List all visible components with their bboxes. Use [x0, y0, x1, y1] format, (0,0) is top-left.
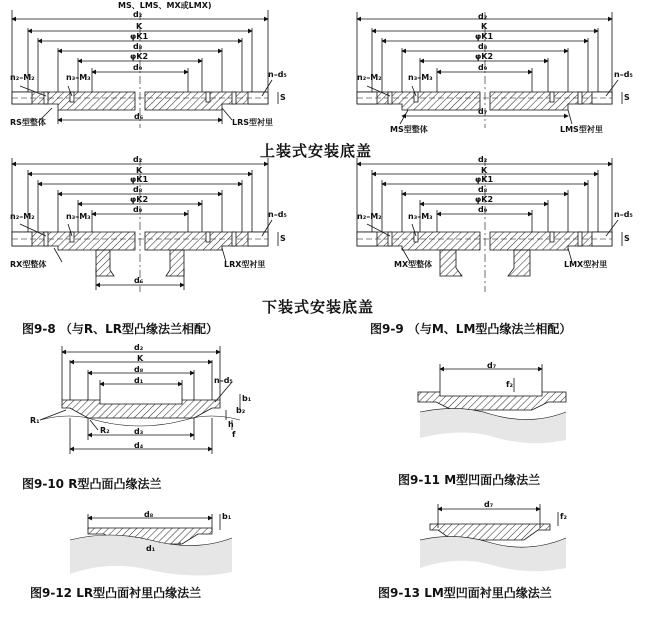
dim-h-f10: h [228, 420, 234, 429]
dim-d8-ur: d₈ [478, 42, 488, 51]
header-note: MS、LMS、MX或LMX) [118, 1, 212, 10]
dim-d9-ll: d₉ [133, 205, 143, 214]
dim-f2-f13: f₂ [560, 512, 567, 521]
drawing-fig9-11 [418, 364, 566, 443]
label-rx-whole: RX型整体 [10, 260, 47, 269]
dim-d9-ul: d₉ [133, 63, 143, 72]
dim-d9-ur: d₉ [478, 63, 488, 72]
dim-d8-f12: d₈ [144, 510, 154, 519]
dim-phiK1-lr: φK1 [475, 175, 494, 184]
dim-d2-f10: d₂ [134, 343, 144, 352]
caption-fig9-11: 图9-11 M型凹面凸缘法兰 [398, 473, 541, 487]
dim-n2M2-ul: n₂–M₂ [10, 73, 35, 82]
dim-d2-ul: d₂ [133, 10, 143, 19]
dim-phiK2-ur: φK2 [475, 52, 494, 61]
dim-d6-ll: d₆ [134, 276, 144, 285]
dim-S-ul: S [280, 93, 286, 102]
dim-K-ll: K [136, 166, 143, 175]
label-mx-whole: MX型整体 [394, 260, 433, 269]
dim-phiK1-ur: φK1 [475, 32, 494, 41]
dim-n3M3-ur: n₃–M₃ [408, 73, 433, 82]
caption-fig9-12: 图9-12 LR型凸面衬里凸缘法兰 [30, 586, 202, 600]
dim-n3M3-ll: n₃–M₃ [66, 212, 91, 221]
label-ms-whole: MS型整体 [390, 125, 428, 134]
drawing-upper-right [357, 12, 622, 128]
dim-d2-lr: d₂ [478, 155, 488, 164]
heading-upper: 上装式安装底盖 [260, 142, 373, 160]
dim-d8-lr: d₈ [478, 185, 488, 194]
label-lrs-lining: LRS型衬里 [232, 118, 274, 127]
dim-d8-ll: d₈ [133, 185, 143, 194]
caption-fig9-8: 图9-8 （与R、LR型凸缘法兰相配） [22, 322, 218, 336]
dim-f-f10: f [232, 430, 236, 439]
dim-nd5-ll: n–d₅ [268, 210, 287, 219]
dim-S-lr: S [624, 234, 630, 243]
dim-n2M2-ur: n₂–M₂ [357, 73, 382, 82]
dim-d7-ur: d₇ [478, 107, 488, 116]
dim-n2M2-ll: n₂–M₂ [10, 212, 35, 221]
dim-R2-f10: R₂ [100, 426, 110, 435]
dim-d2-ll: d₂ [133, 155, 143, 164]
dim-d7-f13: d₇ [484, 500, 494, 509]
dim-d8-f10: d₈ [134, 365, 144, 374]
dim-d1-f10: d₁ [134, 376, 144, 385]
drawing-upper-left [12, 10, 278, 128]
dim-K-ul: K [136, 22, 143, 31]
dim-K-lr: K [481, 166, 488, 175]
dim-S-ur: S [624, 93, 630, 102]
dim-K-ur: K [481, 22, 488, 31]
caption-fig9-13: 图9-13 LM型凹面衬里凸缘法兰 [378, 586, 552, 600]
dim-nd5-f10: n–d₅ [214, 376, 233, 385]
dim-d7-f11: d₇ [487, 361, 497, 370]
dim-phiK2-lr: φK2 [475, 195, 494, 204]
dim-d8-ul: d₈ [133, 42, 143, 51]
dim-f2-f11: f₂ [506, 380, 513, 389]
dim-phiK1-ll: φK1 [130, 175, 149, 184]
dim-K-f10: K [137, 354, 144, 363]
caption-fig9-9: 图9-9 （与M、LM型凸缘法兰相配） [370, 322, 572, 336]
dim-nd5-ur: n–d₅ [614, 70, 633, 79]
dim-d9-lr: d₉ [478, 205, 488, 214]
dim-b2-f10: b₂ [236, 406, 246, 415]
dim-phiK2-ul: φK2 [130, 52, 149, 61]
label-lrx-lining: LRX型衬里 [224, 260, 266, 269]
dim-d6-ul: d₆ [134, 112, 144, 121]
dim-n2M2-lr: n₂–M₂ [357, 212, 382, 221]
dim-phiK1-ul: φK1 [130, 32, 149, 41]
dim-b1-f10: b₁ [242, 394, 252, 403]
dim-n3M3-ul: n₃–M₃ [66, 73, 91, 82]
label-lms-lining: LMS型衬里 [560, 125, 603, 134]
dim-d3-f10: d₃ [134, 427, 144, 436]
dim-phiK2-ll: φK2 [130, 195, 149, 204]
dim-nd5-lr: n–d₅ [614, 210, 633, 219]
dim-d1-f12: d₁ [146, 544, 156, 553]
caption-fig9-10: 图9-10 R型凸面凸缘法兰 [22, 477, 162, 491]
label-lmx-lining: LMX型衬里 [564, 260, 608, 269]
dim-b1-f12: b₁ [222, 512, 232, 521]
label-rs-whole: RS型整体 [10, 118, 46, 127]
heading-lower: 下装式安装底盖 [262, 298, 375, 316]
dim-nd5-ul: n–d₅ [268, 70, 287, 79]
drawing-fig9-13 [420, 504, 566, 571]
dim-d4-f10: d₄ [134, 441, 144, 450]
dim-R1-f10: R₁ [30, 416, 40, 425]
dim-S-ll: S [280, 234, 286, 243]
dim-n3M3-lr: n₃–M₃ [408, 212, 433, 221]
dim-d2-ur: d₂ [478, 12, 488, 21]
